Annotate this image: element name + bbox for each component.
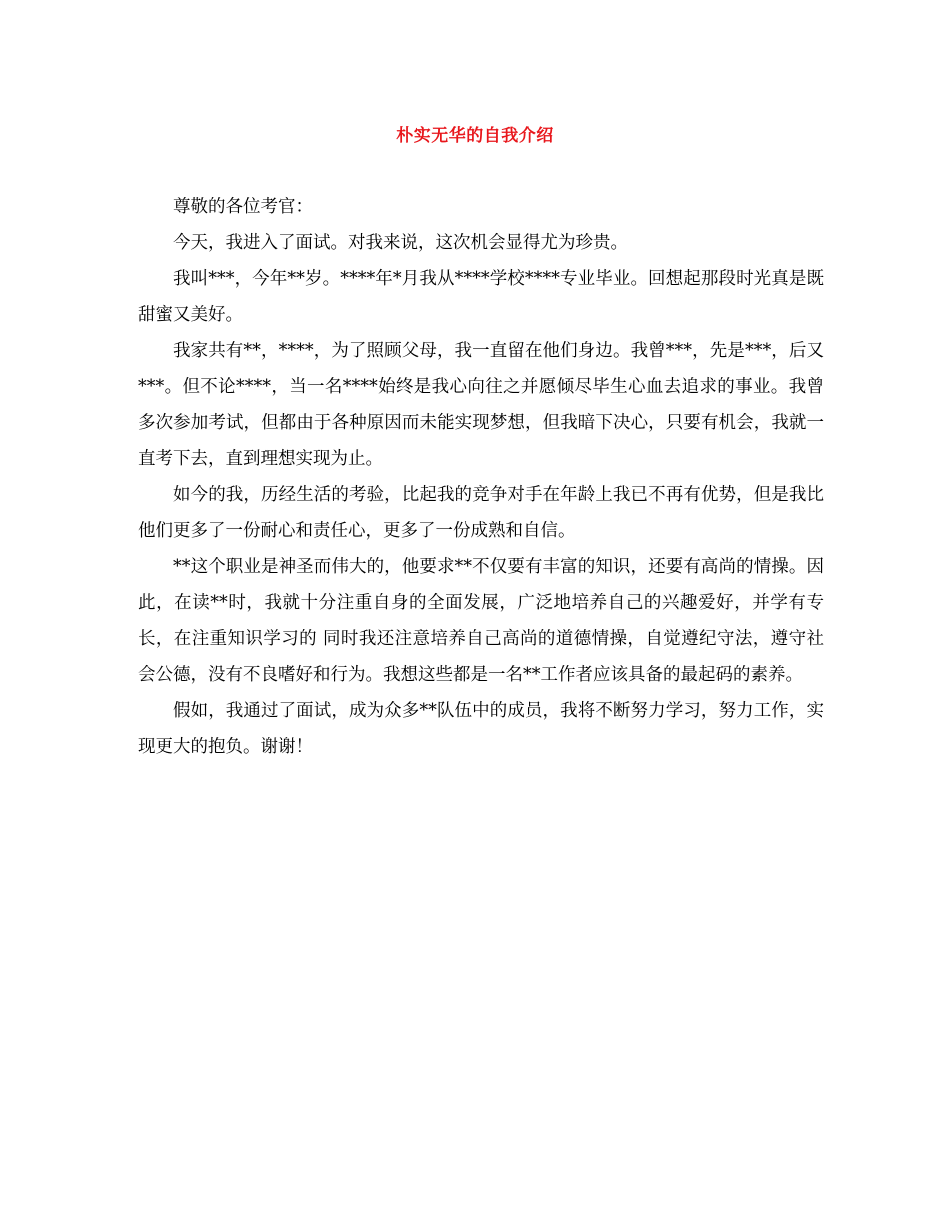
document-title: 朴实无华的自我介绍 <box>396 126 554 146</box>
paragraph-salutation: 尊敬的各位考官： <box>173 197 313 217</box>
paragraph: 我家共有**，****，为了照顾父母，我一直留在他们身边。我曾***，先是***，后又***。但不论****，当一名****始终是我心向往之并愿倾尽毕生心血去追求的事业。我曾多次参加考试，但都由于各种原因而未能实现梦想，但我暗下决心，只要有机会，我就一直考下去，直到理想实现为止。 <box>138 341 824 469</box>
paragraph: 今天，我进入了面试。对我来说，这次机会显得尤为珍贵。 <box>173 233 628 253</box>
paragraph-closing: 假如，我通过了面试，成为众多**队伍中的成员，我将不断努力学习，努力工作，实现更大的抱负。谢谢！ <box>138 701 824 757</box>
paragraph: 如今的我，历经生活的考验，比起我的竞争对手在年龄上我已不再有优势，但是我比他们更多了一份耐心和责任心，更多了一份成熟和自信。 <box>138 485 824 541</box>
paragraph: **这个职业是神圣而伟大的，他要求**不仅要有丰富的知识，还要有高尚的情操。因此，在读**时，我就十分注重自身的全面发展，广泛地培养自己的兴趣爱好，并学有专长，在注重知识学习的 同时我还注意培养自己高尚的道德情操，自觉遵纪守法，遵守社会公德，没有不良嗜好和行为。我想这些都是一名**工作者应该具备的最起码的素养。 <box>138 557 824 685</box>
document-body <box>138 189 824 765</box>
paragraph: 我叫***，今年**岁。****年*月我从****学校****专业毕业。回想起那段时光真是既甜蜜又美好。 <box>138 269 824 325</box>
